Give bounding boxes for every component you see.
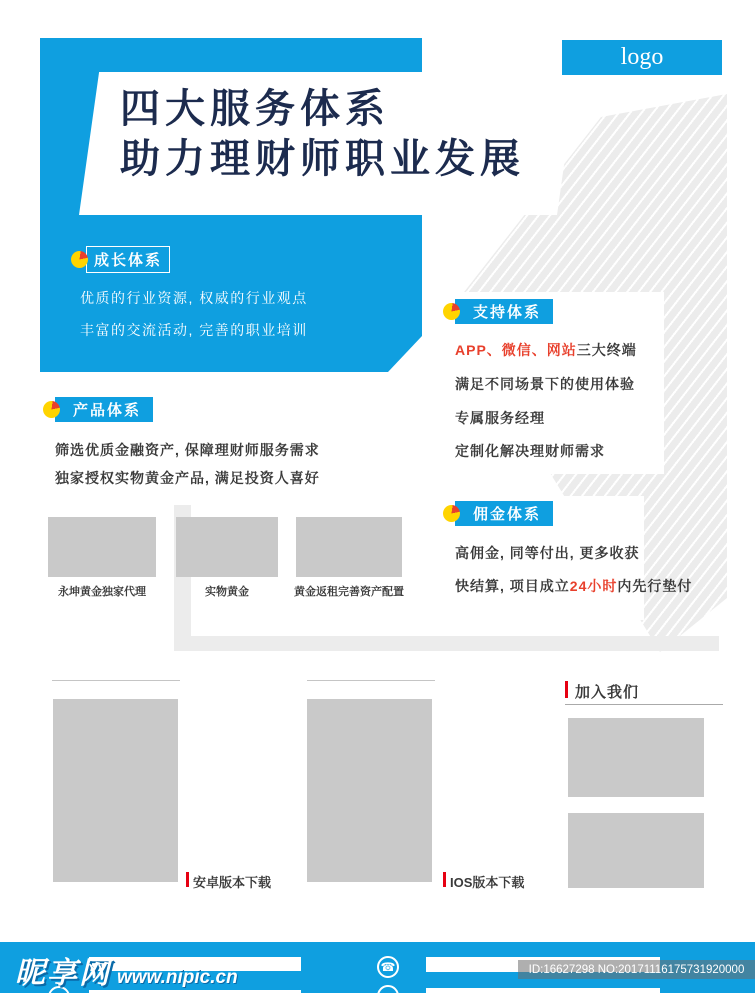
red-accent-bar [186, 872, 189, 887]
product-photo-2 [176, 517, 278, 577]
support-line-4: 定制化解决理财师需求 [455, 443, 605, 459]
product-section-badge [55, 397, 153, 422]
commission-section-badge [455, 501, 553, 526]
product-section-label: 产品体系 [72, 402, 141, 419]
product-line-2: 独家授权实物黄金产品, 满足投资人喜好 [55, 470, 320, 486]
pie-chart-icon [71, 251, 88, 268]
red-accent-bar [443, 872, 446, 887]
join-underline [565, 704, 723, 705]
support-section-badge [455, 299, 553, 324]
phone-icon [377, 956, 399, 978]
photo-caption-3: 黄金返租完善资产配置 [294, 586, 404, 598]
horizontal-gray-strip [174, 636, 719, 651]
product-line-1: 筛选优质金融资产, 保障理财师服务需求 [55, 442, 320, 458]
watermark-site-name: 昵享网 [15, 957, 111, 990]
growth-line-2: 丰富的交流活动, 完善的职业培训 [80, 322, 308, 338]
title-line-2: 助力理财师职业发展 [120, 137, 525, 181]
photo-caption-1: 永坤黄金独家代理 [58, 586, 146, 598]
ios-download-label: IOS版本下载 [450, 875, 525, 890]
page-title [120, 84, 525, 184]
support-line-1-red: APP、微信、网站 [455, 342, 577, 358]
support-line-1-rest: 三大终端 [576, 342, 637, 358]
watermark-site-url: www.nipic.cn [117, 967, 238, 988]
divider-line [307, 680, 435, 681]
commission-line-2 [455, 576, 692, 596]
ios-screenshot-placeholder [307, 699, 432, 882]
support-section-label: 支持体系 [472, 304, 541, 321]
contact-blank-bar [426, 988, 660, 993]
support-line-1 [455, 340, 637, 360]
join-us-label: 加入我们 [575, 684, 640, 701]
support-line-3: 专属服务经理 [455, 410, 545, 426]
product-photo-3 [296, 517, 402, 577]
commission-line-2-pre: 快结算, 项目成立 [455, 578, 570, 594]
android-screenshot-placeholder [53, 699, 178, 882]
qr-placeholder-1 [568, 718, 704, 797]
growth-line-1: 优质的行业资源, 权威的行业观点 [80, 290, 308, 306]
logo [562, 40, 722, 75]
growth-section-label: 成长体系 [93, 252, 162, 269]
image-id-badge: ID:16627298 NO:20171116175731920000 [518, 960, 755, 979]
commission-line-2-post: 内先行垫付 [617, 578, 693, 594]
android-download-label: 安卓版本下载 [193, 875, 272, 890]
red-accent-bar [565, 681, 568, 698]
pie-chart-icon [443, 303, 460, 320]
commission-line-2-red: 24小时 [569, 578, 618, 594]
photo-caption-2: 实物黄金 [205, 586, 249, 598]
pie-chart-icon [43, 401, 60, 418]
pie-chart-icon [443, 505, 460, 522]
logo-text: logo [620, 44, 664, 70]
title-line-1: 四大服务体系 [120, 87, 390, 131]
footer-bar [0, 942, 755, 993]
commission-section-label: 佣金体系 [472, 506, 541, 523]
commission-line-1: 高佣金, 同等付出, 更多收获 [455, 545, 640, 561]
watermark [15, 948, 238, 992]
product-photo-1 [48, 517, 156, 577]
phone-glyph: ☎ [380, 960, 396, 974]
qr-placeholder-2 [568, 813, 704, 888]
support-line-2: 满足不同场景下的使用体验 [455, 376, 635, 392]
divider-line [52, 680, 180, 681]
phone-icon [377, 985, 399, 993]
growth-section-badge [86, 246, 170, 273]
